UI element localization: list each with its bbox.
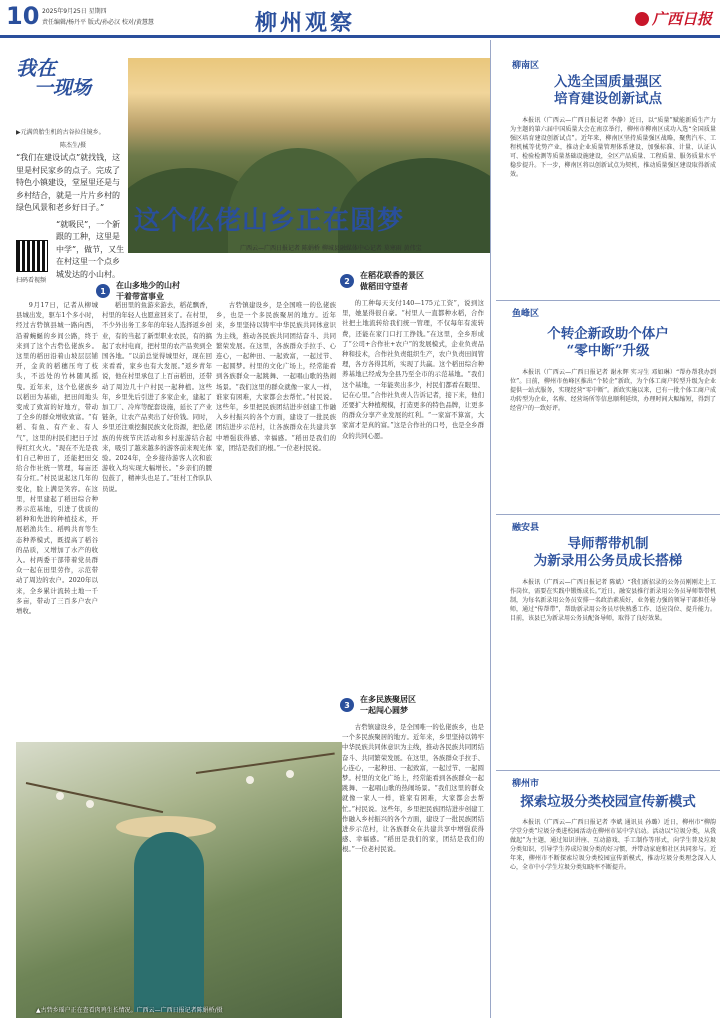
news-2-region: 鱼峰区 <box>512 309 540 319</box>
news-1-region: 柳南区 <box>512 61 540 71</box>
farmer-photo-caption: ▲古砦乡瑶户正在查看肉鸡生长情况。广西云—广西日报记者陈娟桥/摄 <box>36 1007 223 1014</box>
photo-caption-left: ▶元满兽胎生机的古谷拉佳镜乡。 <box>16 129 105 136</box>
brand-logo <box>635 8 712 29</box>
article-column-2 <box>102 300 212 738</box>
news-3-headline: 导师帮带机制 为新录用公务员成长搭梯 <box>533 536 683 569</box>
subhead-2 <box>340 270 490 292</box>
subhead-1-number: 1 <box>96 284 110 298</box>
issue-line: 2025年9月25日 星期四 <box>42 8 107 15</box>
news-1-body: 本报讯（广西云—广西日报记者 李静）近日，以“质量”赋能新质生产力为主题的第六届中国质量大会在南京举行，柳州市柳南区成功入选“全国质量强区培育建设创新试点”。近年来，柳南区坚持质量强区战略，聚焦汽车、工程机械等优势产业，推动企业质量管理体系建设，加强标准、计量、认证认可、检验检测等质量基础设施建设，全区产品质量、工程质量、服务质量水平稳步提升。下一步，柳南区将以创新试点为契机，推动质量强区建设取得新成效。 <box>510 117 716 178</box>
news-separator-2 <box>496 514 720 515</box>
masthead <box>0 0 720 38</box>
subhead-3-title: 在多民族聚居区 一起闯心圆梦 <box>360 695 416 715</box>
news-2-headline: 个转企新政助个体户 “零中断”升级 <box>547 326 669 359</box>
article-column-4 <box>342 298 484 688</box>
news-2-body: 本报讯（广西云—广西日报记者 谢永辉 实习生 邓如琳）“帮办帮我办到位”。日前，柳州市鱼峰区推出“个转企”新政，为个体工商户转型升级为企业提供一站式服务，实现经营“零中断”。新政实施以来，已有一批个体工商户成功转型为企业，名称、经营场所等信息顺利延续，办理时间大幅缩短，得到了经营户的一致好评。 <box>510 369 716 412</box>
section-title: 柳州观察 <box>255 10 356 36</box>
article-byline: 广西云—广西日报记者 陈娟桥 柳城县融媒体中心记者 莫寒雨 黄伟宝 <box>240 245 422 252</box>
qr-caption: 扫码看视频 <box>16 277 47 284</box>
news-1-headline: 入选全国质量强区 培育建设创新试点 <box>554 74 662 107</box>
news-separator-3 <box>496 770 720 771</box>
article-column-5-text: 古砦镇建设乡，是全国唯一的仫佬族乡，也是一个多民族聚居的地方。近年来，乡里坚持以铸牢中华民族共同体意识为主线，推动各民族共同团结奋斗、共同繁荣发展。在这里，各族群众手拉手、心连心，一起种田、一起致富，一起过节、一起圆梦。村里的文化广场上，经常能看到各族群众一起跳舞、一起唱山歌的热闹场景。“我们这里的群众就像一家人一样，谁家有困难，大家都会去帮忙。”村民说。这些年，乡里把民族团结进步创建工作融入乡村振兴的各个方面，建设了一批民族团结进步示范村，让各族群众在共建共享中增强获得感、幸福感。“稻田是我们的家，团结是我们的根。”一位老村民说。 <box>342 723 484 854</box>
news-separator-1 <box>496 300 720 301</box>
subhead-1-title: 在山多地少的山村 干着带富事业 <box>116 281 180 301</box>
subhead-2-title: 在稻花联香的景区 做稻田守望者 <box>360 271 424 291</box>
farmer-photo <box>16 742 342 1018</box>
article-column-2-text: 稻田里的鱼游来游去，稻花飘香，村里的年轻人也愿意回来了。在村里，不少外出务工多年的年轻人选择返乡创业，有的当起了新型职业农民，有的搞起了农村电商，把村里的农产品卖到全国各地。“以前总觉得城里好，现在回来看看，家乡也有大发展。”返乡青年说，他在村里承包了上百亩稻田，还带动了周边几十户村民一起种植。这些年，乡里先后引进了多家企业，建起了加工厂、冷库等配套设施，延长了产业链条，让农产品卖出了好价钱。同时，乡里还注重挖掘民族文化资源，把仫佬族的传统节庆活动和乡村旅游结合起来，吸引了越来越多的游客前来观光体验。2024年，全乡接待游客人次和旅游收入均实现大幅增长。“乡亲们的腰包鼓了，精神头也足了。”驻村工作队队员说。 <box>102 301 212 493</box>
article-column-3-text: 古砦镇建设乡，是全国唯一的仫佬族乡，也是一个多民族聚居的地方。近年来，乡里坚持以铸牢中华民族共同体意识为主线，推动各民族共同团结奋斗、共同繁荣发展。在这里，各族群众手拉手、心连心，一起种田、一起致富，一起过节、一起圆梦。村里的文化广场上，经常能看到各族群众一起跳舞、一起唱山歌的热闹场景。“我们这里的群众就像一家人一样，谁家有困难，大家都会去帮忙。”村民说。这些年，乡里把民族团结进步创建工作融入乡村振兴的各个方面，建设了一批民族团结进步示范村，让各族群众在共建共享中增强获得感、幸福感。“稻田是我们的家，团结是我们的根。”一位老村民说。 <box>216 301 336 452</box>
column-divider <box>490 40 491 1018</box>
editor-line: 责任编辑/杨丹平 版式/孙必汉 校对/黄慧慧 <box>42 19 154 26</box>
news-3-region: 融安县 <box>512 523 540 533</box>
article-title: 这个仫佬山乡正在圆梦 <box>134 206 405 236</box>
brand-emblem-icon <box>635 12 649 26</box>
subhead-3 <box>340 694 490 716</box>
qr-code-icon[interactable] <box>16 240 48 272</box>
subhead-3-number: 3 <box>340 698 354 712</box>
article-column-1 <box>16 300 98 738</box>
news-3-body: 本报讯（广西云—广西日报记者 陈斌）“我们新招录的公务员刚刚走上工作岗位，需要在实践中锻炼成长。”近日，融安县推行新录用公务员导师帮带机制，为每名新录用公务员安排一名政治素质好、业务能力强的领导干部担任导师，通过“传帮带”，帮助新录用公务员尽快熟悉工作、适应岗位、提升能力。目前，该县已为新录用公务员配备导师，取得了良好效果。 <box>510 579 716 622</box>
page-number: 10 <box>6 2 40 30</box>
column-title-1: 我在 <box>16 56 56 80</box>
lead-quote-1: “我们在建设试点”就找钱，这里是村民家乡的点子。完成了特色小镇建设，堂屋里还是与乡村结合，就是一片片乡村的绿色风景和老乡好日子。” <box>16 153 121 212</box>
article-column-1-text: 9月17日，记者从柳城县城出发，驱车1个多小时，经过古砦镇县城一路向西，沿着蜿蜒的乡间公路，终于来到了这个古砦仫佬族乡。这里的稻田沿着山坡层层铺开，金黄的稻穗压弯了枝头，不远处的竹林随风摇曳。近年来，这个仫佬族乡以稻田为基础，把田间地头变成了致富的好地方，带动了全乡的群众增收致富。“有稻、有鱼、有产业、有人气”，这里的村民们把日子过得红红火火。“现在不光是我们自己种田了，还能把田交给合作社统一管理，每亩还有分红。”村民说起这几年的变化，脸上满是笑容。在这里，村里建起了稻田综合种养示范基地，引进了优质的稻种和先进的种植技术，开展稻渔共生、稻鸭共育等生态种养模式，既提高了稻谷的品质，又增加了水产的收入。村两委干部带着党员群众一起在田里劳作，示范带动了周边的农户。2020年以来，全乡累计流转土地一千多亩，带动了三百多户农户增收。 <box>16 301 98 616</box>
news-4-headline: 探索垃圾分类校园宣传新模式 <box>520 794 696 810</box>
column-title-2: 一现场 <box>34 77 92 99</box>
article-column-4-text: 的工种每天支付140—175元工资”，说到这里，她显得很自豪。“村里人一直都种水稻，合作社把土地流转给我们统一管理，不仅每年有流转费，还能在家门口打工挣钱。”在这里，全乡形成了“公司+合作社+农户”的发展模式，企业负责品种和技术，合作社负责组织生产，农户负责田间管理，各方各得其所，实现了共赢。这个稻田综合种养基地已经成为全县乃至全市的示范基地。“我们这个基地，一年能卖出多少，村民们都看在眼里、记在心里。”合作社负责人告诉记者，接下来，他们还要扩大种植规模，打造更多的特色品牌，让更多的群众分享产业发展的红利。“一家富不算富，大家富才是真的富。”这是合作社的口号，也是全乡群众的共同心愿。 <box>342 299 484 440</box>
subhead-2-number: 2 <box>340 274 354 288</box>
news-4-body: 本报讯（广西云—广西日报记者 李斌 通讯员 孙璐）近日，柳州市“柳韵学堂分类”垃圾分类进校园活动在柳州市某中学启动。活动以“垃圾分类，从我做起”为主题，通过知识讲座、互动游戏、手工制作等形式，向学生普及垃圾分类知识，引导学生养成垃圾分类的好习惯，并带动家庭和社区共同参与。近年来，柳州市不断探索垃圾分类校园宣传新模式，推动垃圾分类理念深入人心，全市中小学生垃圾分类知晓率不断提升。 <box>510 819 716 871</box>
column-logo <box>16 58 126 98</box>
photo-author-left: 陈杰生/摄 <box>60 142 87 149</box>
brand-name: 广西日报 <box>651 10 712 28</box>
subhead-1 <box>96 280 246 302</box>
lead-quote-2: “就吸民”，一个新跟的工种，这里是中学”，做节，又生在村这里一个点乡城发达的小山村。 <box>56 219 125 279</box>
article-column-5 <box>342 722 484 1012</box>
news-4-region: 柳州市 <box>512 779 540 789</box>
